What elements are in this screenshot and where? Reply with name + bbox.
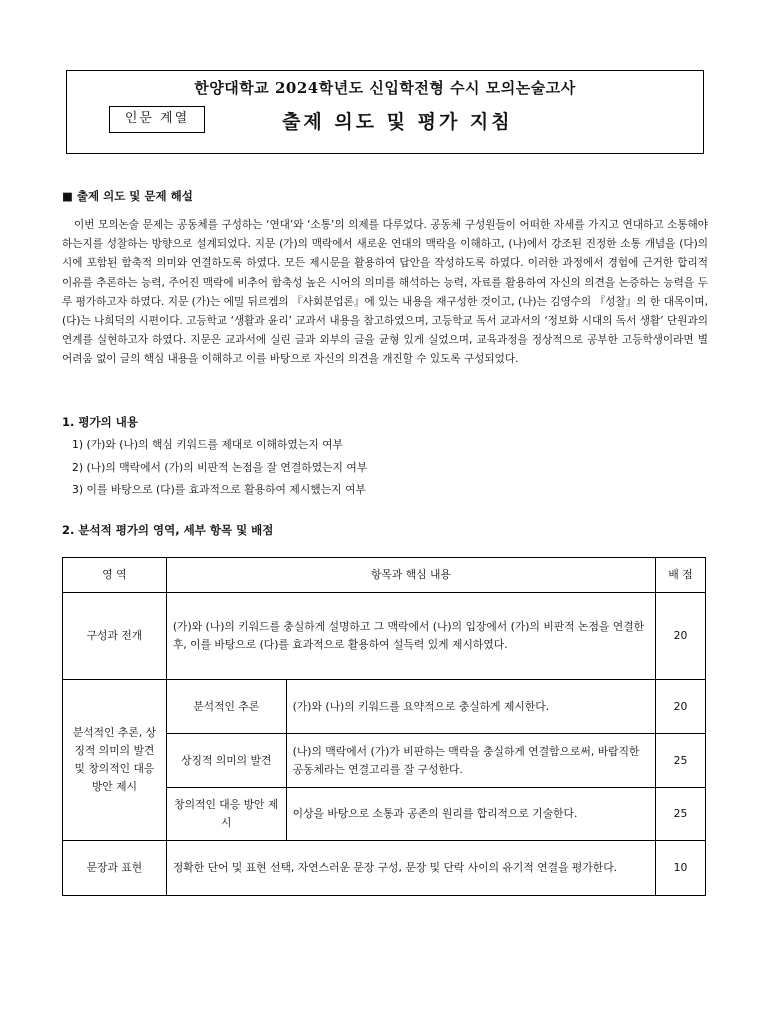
table-header-row: [63, 558, 706, 593]
intro-paragraph: 이번 모의논술 문제는 공동체를 구성하는 ‘연대’와 ‘소통’의 의제를 다루었다. 공동체 구성원들이 어떠한 자세를 가지고 연대하고 소통해야 하는지를 성찰하는 방향으로 설계되었다. 지문 (가)의 맥락에서 새로운 연대의 맥락을 이해하고, (나)에서 강조된 진정한 소통 개념을 (다)의 시에 포함된 함축적 의미와 연결하도록 하였다. 모든 제시문을 활용하여 답안을 작성하도록 하였다. 이러한 과정에서 경험에 근거한 합리적 이유를 추론하는 능력, 주어진 맥락에 비추어 함축성 높은 시어의 의미를 해석하는 능력, 자료를 활용하여 자신의 의견을 논증하는 능력을 두루 평가하고자 하였다. 지문 (가)는 에밀 뒤르켐의 『사회분업론』에 있는 내용을 재구성한 것이고, (나)는 김영수의 『성찰』의 한 대목이며, (다)는 나희덕의 시편이다. 고등학교 ‘생활과 윤리’ 교과서 내용을 참고하였으며, 고등학교 독서 교과서의 ‘정보화 시대의 독서 생활’ 단원과의 연계를 실현하고자 하였다. 지문은 교과서에 실린 글과 외부의 글을 균형 있게 실었으며, 교육과정을 정상적으로 공부한 고등학생이라면 별 어려움 없이 글의 핵심 내용을 이해하고 이를 바탕으로 자신의 의견을 개진할 수 있도록 구성되었다.: [62, 219, 708, 366]
table-heading: 2. 분석적 평가의 영역, 세부 항목 및 배점: [62, 523, 274, 537]
header-area: 영 역: [63, 558, 167, 593]
scoring-table: [62, 557, 706, 896]
score-cell: 20: [656, 593, 706, 680]
document-subtitle: 출제 의도 및 평가 지침: [282, 111, 513, 133]
score-cell: 25: [656, 788, 706, 841]
criteria-list: [72, 434, 367, 502]
title-box: [66, 70, 704, 154]
criteria-heading: 1. 평가의 내용: [62, 415, 138, 429]
category-label: 인문 계열: [109, 106, 205, 133]
header-score: 배 점: [656, 558, 706, 593]
score-cell: 20: [656, 680, 706, 734]
content-cell: (가)와 (나)의 키워드를 충실하게 설명하고 그 맥락에서 (나)의 입장에서 (가)의 비판적 논점을 연결한 후, 이를 바탕으로 (다)를 효과적으로 활용하여 설득력 있게 제시하였다.: [166, 593, 655, 680]
content-cell: (가)와 (나)의 키워드를 요약적으로 충실하게 제시한다.: [286, 680, 655, 734]
item-cell: 분석적인 추론: [166, 680, 286, 734]
content-cell: 정확한 단어 및 표현 선택, 자연스러운 문장 구성, 문장 및 단락 사이의 유기적 연결을 평가한다.: [166, 841, 655, 896]
content-cell: (나)의 맥락에서 (가)가 비판하는 맥락을 충실하게 연결함으로써, 바람직한 공동체라는 연결고리를 잘 구성한다.: [286, 734, 655, 788]
table-row: [63, 680, 706, 734]
criteria-item: 1) (가)와 (나)의 핵심 키워드를 제대로 이해하였는지 여부: [72, 438, 343, 451]
score-cell: 10: [656, 841, 706, 896]
intro-heading: ■ 출제 의도 및 문제 해설: [62, 189, 193, 203]
score-cell: 25: [656, 734, 706, 788]
table-row: [63, 841, 706, 896]
area-cell: 구성과 전개: [63, 593, 167, 680]
item-cell: 상징적 의미의 발견: [166, 734, 286, 788]
table-row: [63, 593, 706, 680]
criteria-item: 3) 이를 바탕으로 (다)를 효과적으로 활용하여 제시했는지 여부: [72, 483, 366, 496]
header-content: 항목과 핵심 내용: [166, 558, 655, 593]
item-cell: 창의적인 대응 방안 제시: [166, 788, 286, 841]
exam-title: 한양대학교 2024학년도 신입학전형 수시 모의논술고사: [194, 79, 576, 97]
area-cell: 분석적인 추론, 상징적 의미의 발견 및 창의적인 대응 방안 제시: [63, 680, 167, 841]
criteria-item: 2) (나)의 맥락에서 (가)의 비판적 논점을 잘 연결하였는지 여부: [72, 460, 368, 474]
area-cell: 문장과 표현: [63, 841, 167, 896]
content-cell: 이상을 바탕으로 소통과 공존의 원리를 합리적으로 기술한다.: [286, 788, 655, 841]
